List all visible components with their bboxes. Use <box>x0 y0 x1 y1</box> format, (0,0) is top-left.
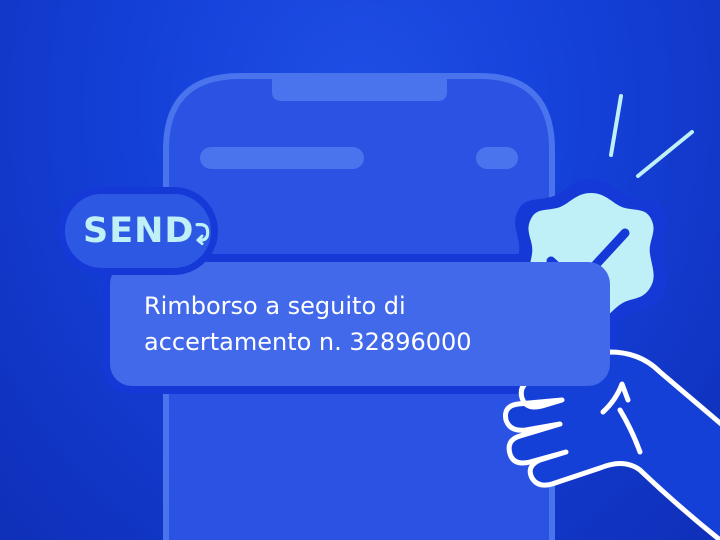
placeholder-bar-long <box>200 147 364 169</box>
notification-line-1: Rimborso a seguito di <box>144 292 406 320</box>
refresh-arrow-icon <box>195 213 211 249</box>
placeholder-bar-short <box>476 147 518 169</box>
notification-message <box>144 288 564 360</box>
sparkle-lines-icon <box>611 96 692 176</box>
send-logo-badge <box>58 187 218 275</box>
send-logo-text: SEND <box>83 211 195 251</box>
phone-notch <box>272 76 447 101</box>
notification-line-2: accertamento n. 32896000 <box>144 328 472 356</box>
